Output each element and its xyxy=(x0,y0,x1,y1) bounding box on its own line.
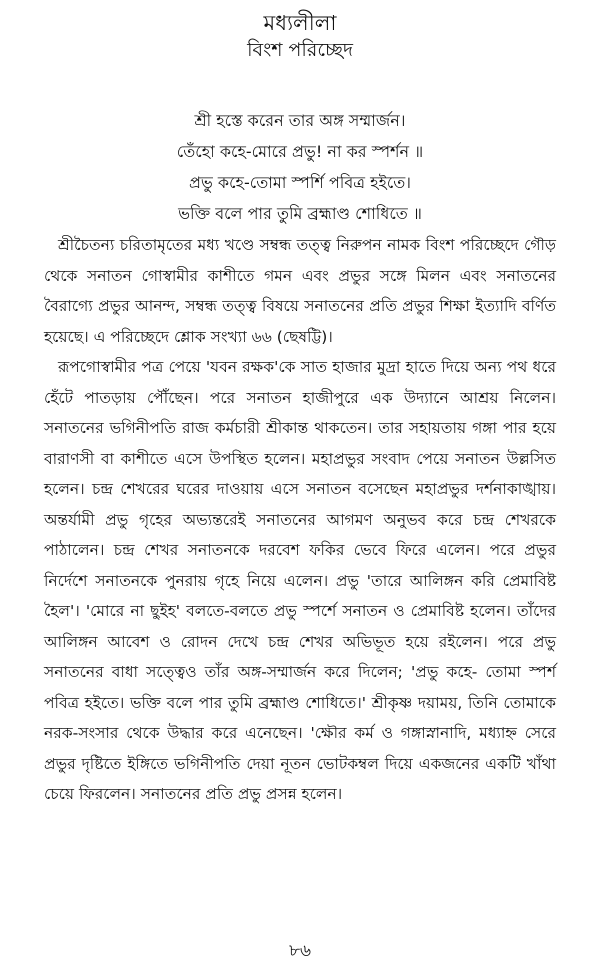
verse-line: শ্রী হস্তে করেন তার অঙ্গ সম্মার্জন। xyxy=(194,111,406,130)
verse-line: প্রভু কহে-তোমা স্পর্শি পবিত্র হইতে। xyxy=(188,173,412,192)
verse-line: ভক্তি বলে পার তুমি ব্রহ্মাণ্ড শোধিতে ॥ xyxy=(178,204,422,223)
page-header xyxy=(0,10,600,62)
body-paragraph: রূপগোস্বামীর পত্র পেয়ে 'যবন রক্ষক'কে সাত হাজার মুদ্রা হাতে দিয়ে অন্য পথ ধরে হেঁটে পাতড়ায় পৌঁছেন। পরে সনাতন হাজীপুরে এক উদ্যানে আশ্রয় নিলেন। সনাতনের ভগিনীপতি রাজ কর্মচারী শ্রীকান্ত থাকতেন। তার সহায়তায় গঙ্গা পার হয়ে বারাণসী বা কাশীতে এসে উপস্থিত হলেন। মহাপ্রভুর সংবাদ পেয়ে সনাতন উল্লসিত হলেন। চন্দ্র শেখরের ঘরের দাওয়ায় এসে সনাতন বসেছেন মহাপ্রভুর দর্শনাকাঙ্খায়। অন্তর্যামী প্রভু গৃহের অভ্যন্তরেই সনাতনের আগমণ অনুভব করে চন্দ্র শেখরকে পাঠালেন। চন্দ্র শেখর সনাতনকে দরবেশ ফকির ভেবে ফিরে এলেন। পরে প্রভুর নির্দেশে সনাতনকে পুনরায় গৃহে নিয়ে এলেন। প্রভু 'তারে আলিঙ্গন করি প্রেমাবিষ্ট হৈল'। 'মোরে না ছুইহ' বলতে-বলতে প্রভু স্পর্শে সনাতন ও প্রেমাবিষ্ট হলেন। তাঁদের আলিঙ্গন আবেশ ও রোদন দেখে চন্দ্র শেখর অভিভূত হয়ে রইলেন। পরে প্রভু সনাতনের বাধা সত্ত্বেও তাঁর অঙ্গ-সম্মার্জন করে দিলেন; 'প্রভু কহে- তোমা স্পর্শ পবিত্র হইতে। ভক্তি বলে পার তুমি ব্রহ্মাণ্ড শোধিতে।' শ্রীকৃষ্ণ দয়াময়, তিনি তোমাকে নরক-সংসার থেকে উদ্ধার করে এনেছেন। 'ক্ষৌর কর্ম ও গঙ্গাস্নানাদি, মধ্যাহ্ন সেরে প্রভুর দৃষ্টিতে ইঙ্গিতে ভগিনীপতি দেয়া নূতন ভোটকম্বল দিয়ে একজনের একটি খাঁথা চেয়ে ফিরলেন। সনাতনের প্রতি প্রভু প্রসন্ন হলেন। xyxy=(44,358,556,803)
chapter-title: মধ্যলীলা xyxy=(263,11,337,35)
page-number: ৮৬ xyxy=(288,941,312,961)
body-paragraph: শ্রীচৈতন্য চরিতামৃতের মধ্য খণ্ডে সম্বন্ধ তত্ত্ব নিরুপন নামক বিংশ পরিচ্ছেদে গৌড় থেকে সনাতন গোস্বামীর কাশীতে গমন এবং প্রভুর সঙ্গে মিলন এবং সনাতনের বৈরাগ্যে প্রভুর আনন্দ, সম্বন্ধ তত্ত্ব বিষয়ে সনাতনের প্রতি প্রভুর শিক্ষা ইত্যাদি বর্ণিত হয়েছে। এ পরিচ্ছেদে শ্লোক সংখ্যা ৬৬ (ছেষট্টি)। xyxy=(44,236,556,346)
body-text xyxy=(44,230,556,810)
verse-block xyxy=(0,105,600,229)
section-subtitle: বিংশ পরিচ্ছেদ xyxy=(247,39,353,61)
verse-line: তেঁহো কহে-মোরে প্রভু! না কর স্পর্শন ॥ xyxy=(176,142,424,161)
